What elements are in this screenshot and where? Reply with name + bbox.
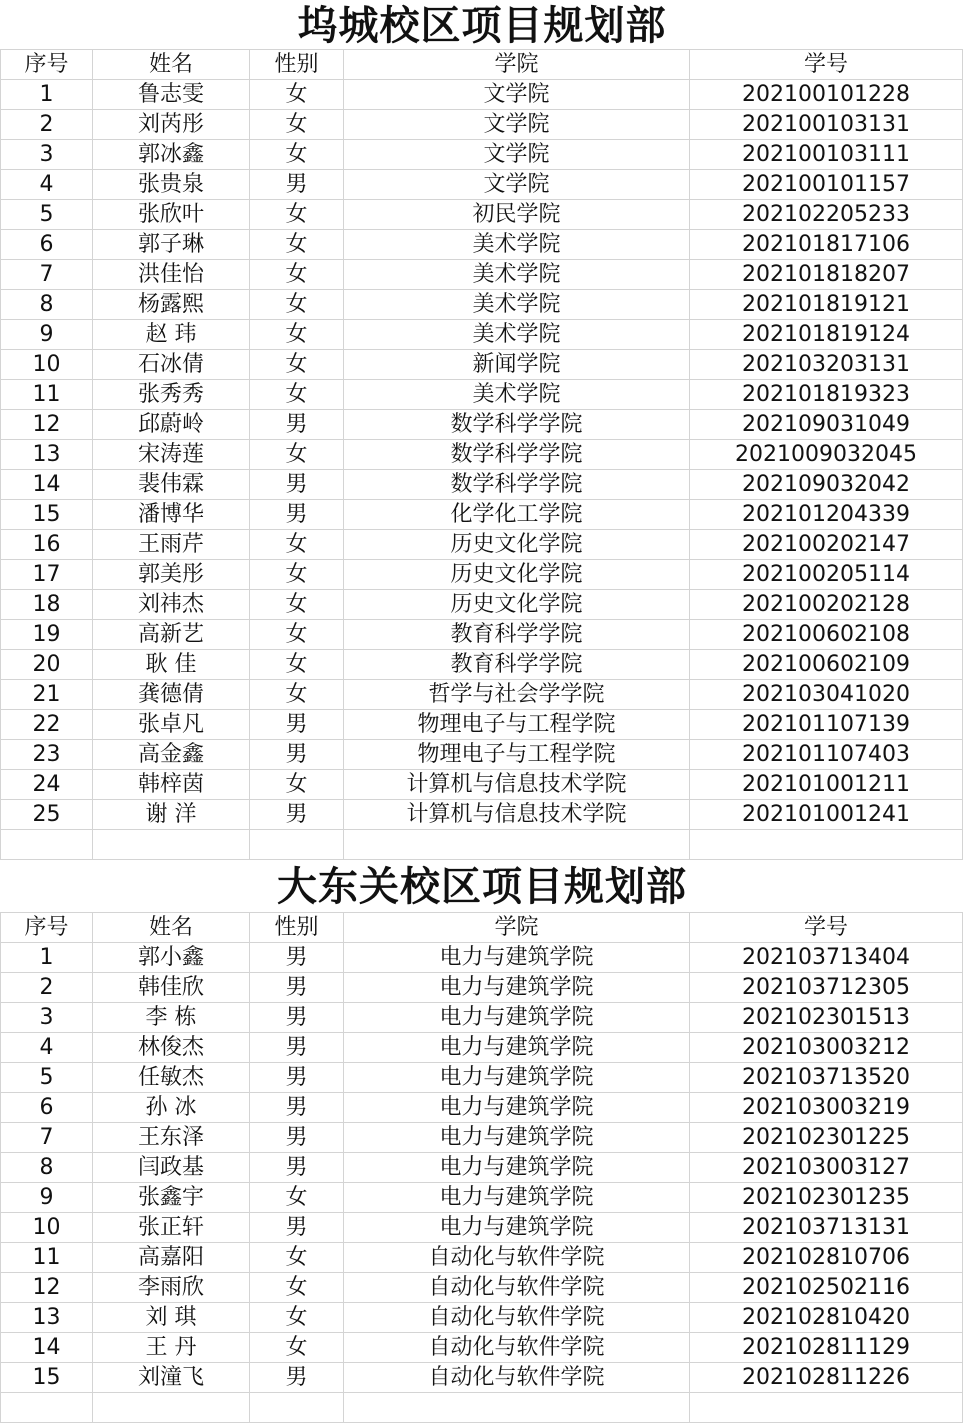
cell-gender: 女	[250, 80, 344, 110]
cell-index: 2	[1, 973, 93, 1003]
cell-gender: 女	[250, 530, 344, 560]
cell-student-id: 202100205114	[690, 560, 963, 590]
cell-student-id: 202100202147	[690, 530, 963, 560]
cell-index: 20	[1, 650, 93, 680]
cell-index: 25	[1, 800, 93, 830]
cell-college: 计算机与信息技术学院	[344, 800, 690, 830]
cell-index: 5	[1, 1063, 93, 1093]
cell-college: 电力与建筑学院	[344, 1123, 690, 1153]
cell-college: 美术学院	[344, 380, 690, 410]
table-row	[1, 1333, 963, 1363]
cell-student-id: 202102301513	[690, 1003, 963, 1033]
cell-college: 历史文化学院	[344, 530, 690, 560]
cell-college: 物理电子与工程学院	[344, 740, 690, 770]
cell-student-id: 202101817106	[690, 230, 963, 260]
cell-index: 14	[1, 1333, 93, 1363]
cell-name: 刘 琪	[93, 1303, 250, 1333]
cell-gender: 男	[250, 500, 344, 530]
cell-name: 李 栋	[93, 1003, 250, 1033]
table-row	[1, 1183, 963, 1213]
cell-college: 电力与建筑学院	[344, 1063, 690, 1093]
cell-student-id: 202102502116	[690, 1273, 963, 1303]
cell-college: 电力与建筑学院	[344, 1093, 690, 1123]
cell-index: 6	[1, 1093, 93, 1123]
cell-gender: 男	[250, 1363, 344, 1393]
cell-index: 10	[1, 1213, 93, 1243]
cell-index: 16	[1, 530, 93, 560]
roster-table-wucheng	[0, 49, 963, 860]
section-title-wucheng: 坞城校区项目规划部	[297, 3, 667, 49]
table-row	[1, 470, 963, 500]
cell-college: 数学科学学院	[344, 440, 690, 470]
cell-index: 1	[1, 80, 93, 110]
empty-cell	[344, 830, 690, 860]
cell-name: 邱蔚岭	[93, 410, 250, 440]
cell-name: 任敏杰	[93, 1063, 250, 1093]
cell-gender: 男	[250, 740, 344, 770]
header-name: 姓名	[93, 913, 250, 943]
cell-college: 电力与建筑学院	[344, 973, 690, 1003]
cell-gender: 女	[250, 230, 344, 260]
cell-gender: 女	[250, 440, 344, 470]
cell-index: 23	[1, 740, 93, 770]
header-index: 序号	[1, 50, 93, 80]
cell-student-id: 202103041020	[690, 680, 963, 710]
table-row	[1, 170, 963, 200]
cell-gender: 女	[250, 1183, 344, 1213]
cell-student-id: 202102811226	[690, 1363, 963, 1393]
cell-gender: 女	[250, 260, 344, 290]
cell-index: 22	[1, 710, 93, 740]
table-row	[1, 410, 963, 440]
table-row	[1, 290, 963, 320]
section-title-dadongguan: 大东关校区项目规划部	[277, 864, 687, 910]
cell-college: 自动化与软件学院	[344, 1363, 690, 1393]
cell-index: 3	[1, 1003, 93, 1033]
empty-cell	[690, 1393, 963, 1423]
table-row	[1, 710, 963, 740]
cell-gender: 男	[250, 1153, 344, 1183]
table-row	[1, 500, 963, 530]
cell-name: 郭小鑫	[93, 943, 250, 973]
table-row	[1, 800, 963, 830]
cell-name: 耿 佳	[93, 650, 250, 680]
empty-cell	[690, 830, 963, 860]
cell-name: 王东泽	[93, 1123, 250, 1153]
table-row	[1, 590, 963, 620]
cell-index: 12	[1, 410, 93, 440]
cell-student-id: 202102205233	[690, 200, 963, 230]
cell-gender: 女	[250, 1303, 344, 1333]
cell-gender: 男	[250, 943, 344, 973]
cell-gender: 女	[250, 140, 344, 170]
table-row	[1, 650, 963, 680]
table-row	[1, 80, 963, 110]
cell-gender: 女	[250, 1273, 344, 1303]
cell-student-id: 202102301235	[690, 1183, 963, 1213]
cell-index: 15	[1, 1363, 93, 1393]
cell-name: 郭子琳	[93, 230, 250, 260]
cell-college: 美术学院	[344, 230, 690, 260]
cell-gender: 男	[250, 1213, 344, 1243]
table-row	[1, 140, 963, 170]
cell-index: 10	[1, 350, 93, 380]
cell-student-id: 202101819323	[690, 380, 963, 410]
table-row	[1, 530, 963, 560]
cell-college: 初民学院	[344, 200, 690, 230]
cell-student-id: 202109031049	[690, 410, 963, 440]
cell-student-id: 202103003219	[690, 1093, 963, 1123]
table-row	[1, 440, 963, 470]
cell-gender: 男	[250, 1063, 344, 1093]
cell-index: 6	[1, 230, 93, 260]
empty-cell	[93, 1393, 250, 1423]
table-row	[1, 740, 963, 770]
table-row	[1, 943, 963, 973]
cell-college: 教育科学学院	[344, 650, 690, 680]
cell-index: 19	[1, 620, 93, 650]
cell-college: 数学科学学院	[344, 410, 690, 440]
cell-student-id: 202100602109	[690, 650, 963, 680]
cell-student-id: 202101001211	[690, 770, 963, 800]
cell-name: 谢 洋	[93, 800, 250, 830]
header-row	[1, 50, 963, 80]
table-row	[1, 1273, 963, 1303]
table-row	[1, 1303, 963, 1333]
cell-name: 王雨芹	[93, 530, 250, 560]
cell-student-id: 202101819124	[690, 320, 963, 350]
cell-index: 3	[1, 140, 93, 170]
cell-index: 8	[1, 290, 93, 320]
table-row	[1, 560, 963, 590]
cell-student-id: 202100602108	[690, 620, 963, 650]
cell-index: 5	[1, 200, 93, 230]
table-row	[1, 1033, 963, 1063]
empty-cell	[1, 1393, 93, 1423]
table-row	[1, 260, 963, 290]
cell-gender: 女	[250, 1333, 344, 1363]
cell-name: 刘潼飞	[93, 1363, 250, 1393]
cell-student-id: 202102811129	[690, 1333, 963, 1363]
cell-gender: 男	[250, 470, 344, 500]
table-row	[1, 200, 963, 230]
header-college: 学院	[344, 913, 690, 943]
cell-gender: 女	[250, 200, 344, 230]
cell-college: 电力与建筑学院	[344, 1003, 690, 1033]
cell-college: 历史文化学院	[344, 560, 690, 590]
cell-student-id: 202103713404	[690, 943, 963, 973]
cell-college: 计算机与信息技术学院	[344, 770, 690, 800]
cell-gender: 男	[250, 170, 344, 200]
cell-name: 郭冰鑫	[93, 140, 250, 170]
cell-name: 刘芮彤	[93, 110, 250, 140]
cell-index: 4	[1, 170, 93, 200]
cell-name: 韩梓茵	[93, 770, 250, 800]
cell-name: 刘祎杰	[93, 590, 250, 620]
cell-student-id: 202101107139	[690, 710, 963, 740]
cell-name: 洪佳怡	[93, 260, 250, 290]
cell-college: 文学院	[344, 110, 690, 140]
cell-gender: 女	[250, 560, 344, 590]
cell-college: 文学院	[344, 140, 690, 170]
cell-student-id: 202100202128	[690, 590, 963, 620]
cell-gender: 男	[250, 1093, 344, 1123]
table-row	[1, 1123, 963, 1153]
table-row	[1, 320, 963, 350]
cell-name: 鲁志雯	[93, 80, 250, 110]
header-name: 姓名	[93, 50, 250, 80]
cell-gender: 男	[250, 1003, 344, 1033]
cell-student-id: 2021009032045	[690, 440, 963, 470]
table-row	[1, 1063, 963, 1093]
cell-student-id: 202102810420	[690, 1303, 963, 1333]
cell-college: 文学院	[344, 170, 690, 200]
roster-table-dadongguan	[0, 912, 963, 1423]
cell-gender: 女	[250, 350, 344, 380]
cell-gender: 女	[250, 770, 344, 800]
cell-college: 数学科学学院	[344, 470, 690, 500]
cell-gender: 女	[250, 110, 344, 140]
cell-name: 石冰倩	[93, 350, 250, 380]
cell-college: 电力与建筑学院	[344, 1213, 690, 1243]
cell-name: 高金鑫	[93, 740, 250, 770]
header-gender: 性别	[250, 50, 344, 80]
cell-college: 电力与建筑学院	[344, 1153, 690, 1183]
cell-college: 新闻学院	[344, 350, 690, 380]
table-row	[1, 1153, 963, 1183]
cell-student-id: 202101001241	[690, 800, 963, 830]
cell-college: 自动化与软件学院	[344, 1333, 690, 1363]
cell-name: 王 丹	[93, 1333, 250, 1363]
cell-index: 9	[1, 320, 93, 350]
cell-gender: 男	[250, 710, 344, 740]
cell-college: 自动化与软件学院	[344, 1243, 690, 1273]
cell-gender: 女	[250, 680, 344, 710]
cell-student-id: 202100101157	[690, 170, 963, 200]
cell-name: 宋涛莲	[93, 440, 250, 470]
cell-student-id: 202101818207	[690, 260, 963, 290]
cell-name: 赵 玮	[93, 320, 250, 350]
cell-index: 18	[1, 590, 93, 620]
cell-college: 化学化工学院	[344, 500, 690, 530]
cell-index: 7	[1, 1123, 93, 1153]
cell-index: 13	[1, 440, 93, 470]
cell-college: 电力与建筑学院	[344, 1183, 690, 1213]
cell-index: 13	[1, 1303, 93, 1333]
header-row	[1, 913, 963, 943]
table-row	[1, 230, 963, 260]
cell-name: 张卓凡	[93, 710, 250, 740]
cell-gender: 女	[250, 620, 344, 650]
table-row	[1, 350, 963, 380]
cell-gender: 男	[250, 1033, 344, 1063]
cell-college: 电力与建筑学院	[344, 943, 690, 973]
header-student-id: 学号	[690, 50, 963, 80]
cell-student-id: 202100103111	[690, 140, 963, 170]
cell-name: 张贵泉	[93, 170, 250, 200]
cell-gender: 男	[250, 1123, 344, 1153]
cell-college: 文学院	[344, 80, 690, 110]
empty-cell	[93, 830, 250, 860]
cell-gender: 女	[250, 380, 344, 410]
cell-index: 21	[1, 680, 93, 710]
cell-name: 张正轩	[93, 1213, 250, 1243]
empty-cell	[250, 830, 344, 860]
cell-student-id: 202101204339	[690, 500, 963, 530]
cell-student-id: 202103003212	[690, 1033, 963, 1063]
cell-index: 15	[1, 500, 93, 530]
cell-gender: 女	[250, 290, 344, 320]
cell-index: 9	[1, 1183, 93, 1213]
cell-gender: 女	[250, 1243, 344, 1273]
cell-student-id: 202100101228	[690, 80, 963, 110]
cell-student-id: 202103712305	[690, 973, 963, 1003]
cell-gender: 女	[250, 590, 344, 620]
cell-index: 4	[1, 1033, 93, 1063]
table-row	[1, 1243, 963, 1273]
cell-student-id: 202101819121	[690, 290, 963, 320]
cell-index: 12	[1, 1273, 93, 1303]
header-gender: 性别	[250, 913, 344, 943]
cell-student-id: 202102301225	[690, 1123, 963, 1153]
table-row	[1, 620, 963, 650]
cell-student-id: 202101107403	[690, 740, 963, 770]
empty-cell	[344, 1393, 690, 1423]
cell-index: 2	[1, 110, 93, 140]
cell-student-id: 202103713520	[690, 1063, 963, 1093]
cell-college: 美术学院	[344, 320, 690, 350]
table-row	[1, 1003, 963, 1033]
empty-cell	[250, 1393, 344, 1423]
cell-college: 自动化与软件学院	[344, 1273, 690, 1303]
cell-name: 韩佳欣	[93, 973, 250, 1003]
cell-college: 自动化与软件学院	[344, 1303, 690, 1333]
table-row	[1, 680, 963, 710]
cell-name: 张欣叶	[93, 200, 250, 230]
cell-gender: 女	[250, 650, 344, 680]
header-index: 序号	[1, 913, 93, 943]
cell-name: 李雨欣	[93, 1273, 250, 1303]
empty-row	[1, 1393, 963, 1423]
cell-student-id: 202102810706	[690, 1243, 963, 1273]
cell-student-id: 202103003127	[690, 1153, 963, 1183]
cell-name: 杨露熙	[93, 290, 250, 320]
cell-gender: 男	[250, 410, 344, 440]
cell-college: 美术学院	[344, 260, 690, 290]
cell-name: 裴伟霖	[93, 470, 250, 500]
cell-college: 教育科学学院	[344, 620, 690, 650]
table-row	[1, 770, 963, 800]
cell-name: 张鑫宇	[93, 1183, 250, 1213]
cell-index: 24	[1, 770, 93, 800]
cell-name: 潘博华	[93, 500, 250, 530]
table-row	[1, 973, 963, 1003]
cell-name: 龚德倩	[93, 680, 250, 710]
cell-index: 8	[1, 1153, 93, 1183]
cell-college: 电力与建筑学院	[344, 1033, 690, 1063]
cell-index: 1	[1, 943, 93, 973]
cell-student-id: 202109032042	[690, 470, 963, 500]
table-row	[1, 1363, 963, 1393]
cell-gender: 女	[250, 320, 344, 350]
cell-name: 郭美彤	[93, 560, 250, 590]
cell-name: 张秀秀	[93, 380, 250, 410]
cell-student-id: 202103203131	[690, 350, 963, 380]
header-college: 学院	[344, 50, 690, 80]
cell-gender: 男	[250, 973, 344, 1003]
table-row	[1, 110, 963, 140]
cell-gender: 男	[250, 800, 344, 830]
cell-index: 17	[1, 560, 93, 590]
cell-college: 美术学院	[344, 290, 690, 320]
cell-name: 孙 冰	[93, 1093, 250, 1123]
table-row	[1, 380, 963, 410]
cell-index: 7	[1, 260, 93, 290]
table-row	[1, 1213, 963, 1243]
cell-name: 闫政基	[93, 1153, 250, 1183]
cell-college: 哲学与社会学学院	[344, 680, 690, 710]
cell-student-id: 202103713131	[690, 1213, 963, 1243]
cell-name: 高嘉阳	[93, 1243, 250, 1273]
cell-index: 11	[1, 380, 93, 410]
cell-student-id: 202100103131	[690, 110, 963, 140]
cell-index: 11	[1, 1243, 93, 1273]
cell-name: 林俊杰	[93, 1033, 250, 1063]
cell-college: 历史文化学院	[344, 590, 690, 620]
empty-cell	[1, 830, 93, 860]
cell-college: 物理电子与工程学院	[344, 710, 690, 740]
header-student-id: 学号	[690, 913, 963, 943]
cell-name: 高新艺	[93, 620, 250, 650]
empty-row	[1, 830, 963, 860]
cell-index: 14	[1, 470, 93, 500]
table-row	[1, 1093, 963, 1123]
